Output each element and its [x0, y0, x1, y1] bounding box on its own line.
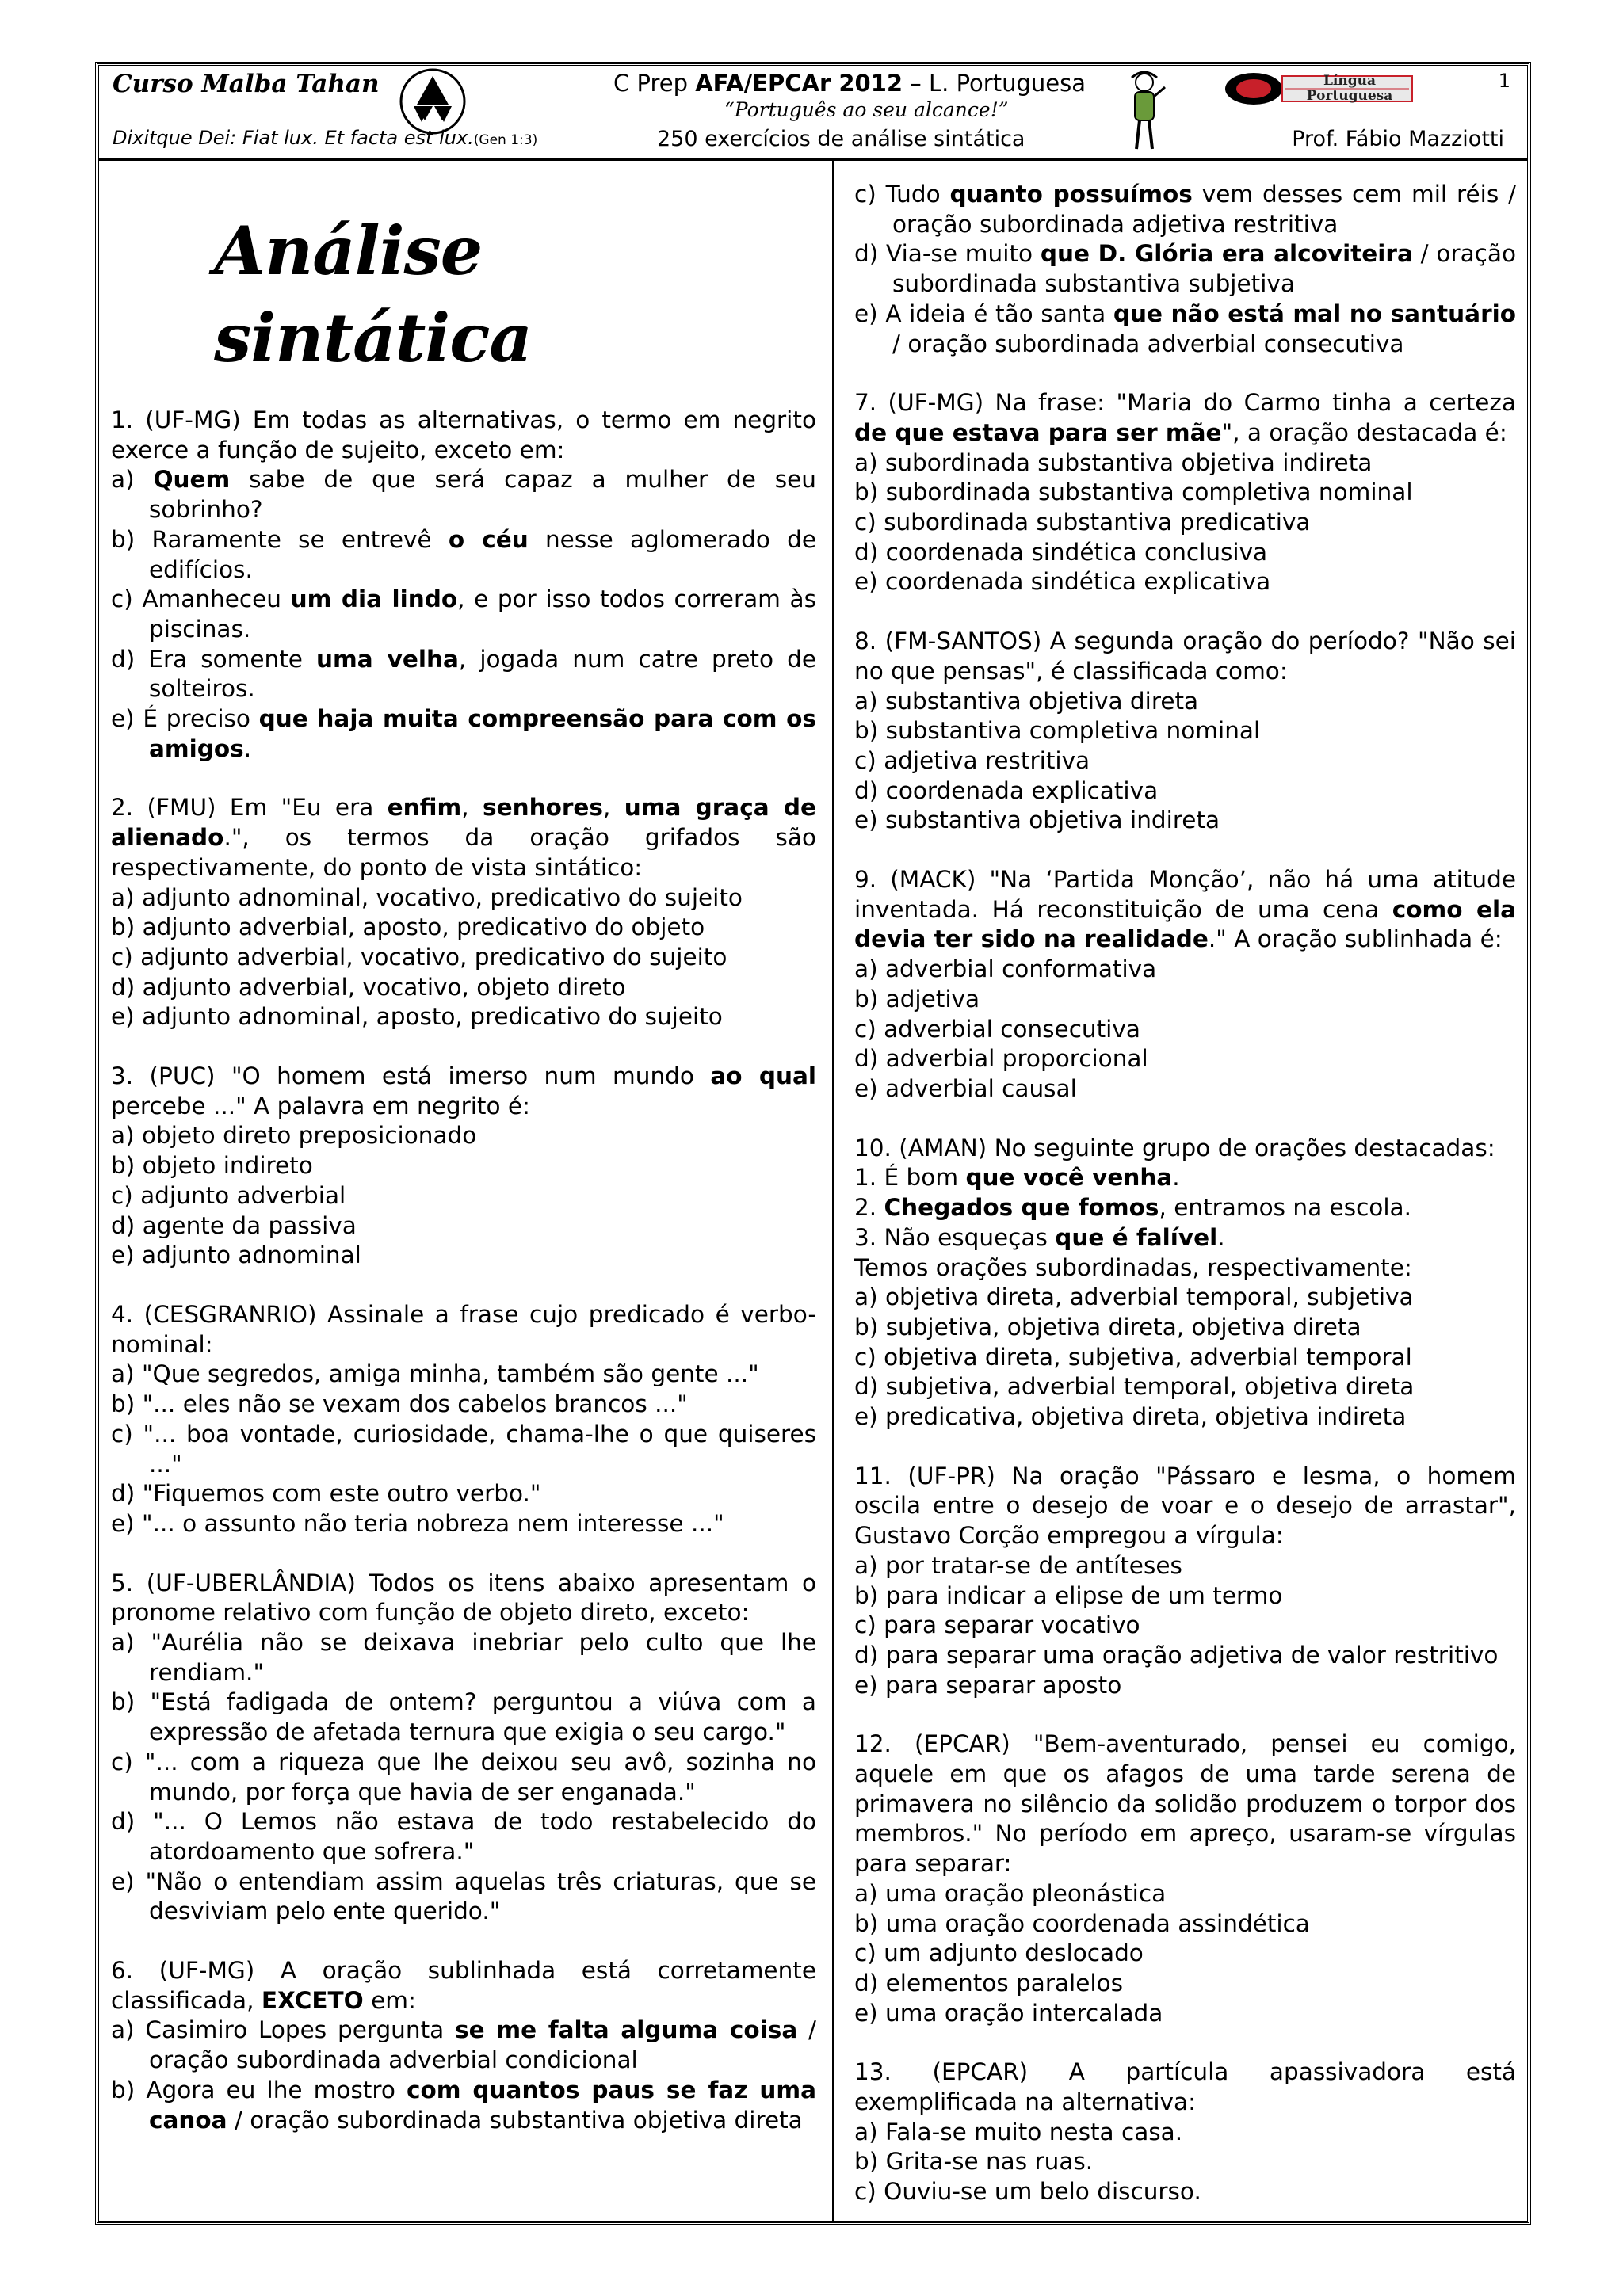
question-option: [854, 299, 1516, 359]
question-option: [111, 525, 816, 585]
course-title: [613, 70, 1086, 97]
question-option: [854, 1999, 1516, 2029]
motto-text: Dixitque Dei: Fiat lux. Et facta est lux.: [113, 127, 474, 149]
text-run: Temos orações subordinadas, respectivamente:: [854, 1253, 1412, 1281]
text-run: c) Ouviu-se um belo discurso.: [854, 2178, 1201, 2206]
question-q6: [111, 1956, 816, 2135]
question-option: [854, 180, 1516, 239]
question-option: [111, 1181, 816, 1211]
question-q1: [111, 406, 816, 764]
text-run: ,: [461, 794, 483, 822]
text-run: c) adjetiva restritiva: [854, 746, 1090, 774]
page-header: [98, 65, 1528, 161]
lingua-portuguesa-badge: [1224, 71, 1414, 106]
question-option: [854, 1193, 1516, 1223]
text-run: a) uma oração pleonástica: [854, 1879, 1167, 1907]
title-prefix: C Prep: [613, 70, 696, 97]
text-run: percebe ..." A palavra em negrito é:: [111, 1092, 530, 1119]
question-option: [111, 1479, 816, 1509]
text-run: e) adjunto adnominal: [111, 1241, 361, 1269]
text-run: b) uma oração coordenada assindética: [854, 1909, 1310, 1937]
question-option: [111, 913, 816, 943]
text-run: / oração subordinada adverbial condicional: [149, 2016, 816, 2074]
question-q10: [854, 1134, 1516, 1432]
highlighted-term: senhores: [483, 794, 603, 822]
question-stem: [111, 1569, 816, 1628]
question-option: [854, 687, 1516, 717]
question-stem: [854, 1730, 1516, 1879]
question-option: [854, 508, 1516, 538]
highlighted-term: que você venha: [965, 1164, 1173, 1192]
question-option: [111, 1121, 816, 1151]
question-stem: [111, 406, 816, 465]
text-run: 1. É bom: [854, 1164, 966, 1192]
text-run: c) um adjunto deslocado: [854, 1939, 1144, 1967]
text-run: 8. (FM-SANTOS) A segunda oração do período? "Não sei no que pensas", é classificada como:: [854, 627, 1516, 685]
highlighted-term: que não está mal no santuário: [1113, 299, 1516, 327]
question-stem: [854, 1134, 1516, 1164]
text-run: em:: [363, 1986, 416, 2014]
text-run: .: [1217, 1223, 1225, 1251]
question-option: [111, 1628, 816, 1688]
text-run: e) uma oração intercalada: [854, 1999, 1163, 2027]
question-option: [111, 1807, 816, 1867]
text-run: b) Grita-se nas ruas.: [854, 2148, 1094, 2176]
badge-text: Língua Portuguesa: [1306, 73, 1393, 104]
question-option: [854, 776, 1516, 807]
highlighted-term: enfim: [387, 794, 462, 822]
page-title: Análise sintática: [214, 212, 532, 377]
text-run: e) A ideia é tão santa: [854, 299, 1113, 327]
question-stem: [854, 627, 1516, 686]
highlighted-term: uma graça de alienado: [111, 794, 816, 852]
text-run: 12. (EPCAR) "Bem-aventurado, pensei eu comigo, aquele em que os afagos de uma tarde serena de primavera no silêncio da solidão produzem o torpor dos membros." No período em apreço, usaram-se vírgulas para separar:: [854, 1730, 1516, 1878]
right-questions: [854, 180, 1516, 2207]
text-run: 1. (UF-MG) Em todas as alternativas, o termo em negrito exerce a função de sujeito, exceto em:: [111, 406, 816, 463]
text-run: 6. (UF-MG) A oração sublinhada está corretamente classificada,: [111, 1957, 816, 2014]
question-option: [854, 1044, 1516, 1074]
text-run: a) "Que segredos, amiga minha, também são gente ...": [111, 1360, 759, 1388]
text-run: a) subordinada substantiva objetiva indireta: [854, 448, 1373, 476]
text-run: d) coordenada sindética conclusiva: [854, 538, 1268, 566]
question-q8: [854, 627, 1516, 836]
text-run: / oração subordinada adverbial consecutiva: [892, 330, 1404, 357]
text-run: 5. (UF-UBERLÂNDIA) Todos os itens abaixo apresentam o pronome relativo com função de objeto direto, exceto:: [111, 1569, 816, 1627]
text-run: a) adjunto adnominal, vocativo, predicativo do sujeito: [111, 883, 743, 911]
question-option: [854, 1611, 1516, 1641]
question-option: [854, 806, 1516, 836]
text-run: d) adverbial proporcional: [854, 1045, 1148, 1073]
motto: [113, 127, 537, 149]
triforce-logo-icon: [398, 67, 468, 136]
question-option: [111, 1509, 816, 1539]
text-run: 10. (AMAN) No seguinte grupo de orações destacadas:: [854, 1134, 1495, 1161]
text-run: d) para separar uma oração adjetiva de valor restritivo: [854, 1641, 1499, 1669]
text-run: b) subordinada substantiva completiva nominal: [854, 479, 1413, 506]
text-run: c) objetiva direta, subjetiva, adverbial temporal: [854, 1343, 1412, 1371]
highlighted-term: se me falta alguma coisa: [455, 2016, 798, 2044]
text-run: b) subjetiva, objetiva direta, objetiva direta: [854, 1313, 1361, 1341]
text-run: ", a oração destacada é:: [1221, 418, 1507, 446]
right-column: [854, 180, 1516, 2237]
course-name: Curso Malba Tahan: [113, 70, 380, 98]
text-run: 4. (CESGRANRIO) Assinale a frase cujo predicado é verbo-nominal:: [111, 1300, 816, 1358]
question-option: [854, 2147, 1516, 2177]
highlighted-term: ao qual: [710, 1062, 816, 1090]
highlighted-term: EXCETO: [261, 1986, 364, 2014]
text-run: .: [1172, 1164, 1180, 1192]
question-option: [854, 1163, 1516, 1193]
question-option: [854, 1015, 1516, 1045]
text-run: a) adverbial conformativa: [854, 955, 1157, 983]
question-stem: [111, 1062, 816, 1121]
text-run: 3. (PUC) "O homem está imerso num mundo: [111, 1062, 711, 1090]
question-option: [111, 1867, 816, 1927]
text-run: e) substantiva objetiva indireta: [854, 807, 1220, 834]
highlighted-term: um dia lindo: [290, 585, 458, 613]
question-option: [111, 1360, 816, 1390]
question-stem: [854, 388, 1516, 448]
question-option: [854, 1313, 1516, 1343]
question-stem: [111, 1956, 816, 2016]
question-option: [854, 1074, 1516, 1104]
motto-reference: (Gen 1:3): [473, 132, 538, 148]
text-run: d) adjunto adverbial, vocativo, objeto direto: [111, 973, 626, 1001]
text-run: .", os termos da oração grifados são respectivamente, do ponto de vista sintático:: [111, 824, 816, 881]
text-run: d) Via-se muito: [854, 240, 1041, 268]
text-run: b) "Está fadigada de ontem? perguntou a viúva com a expressão de afetada ternura que exigia o seu cargo.": [111, 1688, 816, 1746]
question-option: [854, 746, 1516, 776]
question-option: [111, 1211, 816, 1241]
highlighted-term: Quem: [153, 466, 231, 494]
question-option: [111, 1390, 816, 1420]
text-run: e) coordenada sindética explicativa: [854, 568, 1271, 596]
question-option: [854, 1671, 1516, 1701]
text-run: a) Casimiro Lopes pergunta: [111, 2016, 456, 2044]
question-option: [854, 716, 1516, 746]
text-run: 2.: [854, 1194, 884, 1222]
text-run: e) adverbial causal: [854, 1074, 1077, 1102]
question-q9: [854, 865, 1516, 1104]
text-run: e) predicativa, objetiva direta, objetiva indireta: [854, 1403, 1407, 1431]
question-option: [854, 1551, 1516, 1581]
page-number: 1: [1498, 70, 1510, 92]
highlighted-term: com quantos paus se faz uma canoa: [149, 2076, 816, 2134]
text-run: d) agente da passiva: [111, 1211, 357, 1239]
text-run: a) objeto direto preposicionado: [111, 1122, 477, 1150]
question-option: [111, 1688, 816, 1747]
text-run: 7. (UF-MG) Na frase: "Maria do Carmo tinha a certeza: [854, 389, 1516, 417]
left-column: [111, 166, 816, 2135]
title-bold: AFA/EPCAr 2012: [695, 70, 903, 97]
text-run: , entramos na escola.: [1159, 1194, 1411, 1222]
column-separator: [832, 161, 834, 2221]
text-run: 11. (UF-PR) Na oração "Pássaro e lesma, o homem oscila entre o desejo de voar e o desejo de arrastar", Gustavo Corção empregou a vírgula:: [854, 1462, 1516, 1550]
question-stem: [854, 1462, 1516, 1551]
text-run: c) Tudo: [854, 181, 950, 208]
question-option: [854, 955, 1516, 985]
question-option: [854, 1223, 1516, 1253]
question-option: [854, 1641, 1516, 1671]
subtitle: “Português ao seu alcance!”: [724, 98, 1009, 121]
highlighted-term: Chegados que fomos: [884, 1194, 1159, 1222]
question-q4: [111, 1300, 816, 1539]
text-run: .: [243, 734, 252, 762]
question-option: [854, 2118, 1516, 2148]
left-questions: [111, 406, 816, 2135]
question-option: [111, 1420, 816, 1479]
title-suffix: – L. Portuguesa: [903, 70, 1086, 97]
text-run: a) por tratar-se de antíteses: [854, 1551, 1182, 1579]
question-option: [111, 943, 816, 973]
highlighted-term: o céu: [448, 525, 529, 553]
text-run: sabe de que será capaz a mulher de seu sobrinho?: [149, 466, 816, 524]
text-run: c) adverbial consecutiva: [854, 1015, 1140, 1043]
question-option: [854, 538, 1516, 568]
text-run: / oração subordinada substantiva subjetiva: [892, 240, 1516, 298]
question-q2: [111, 793, 816, 1032]
text-run: c) adjunto adverbial, vocativo, predicativo do sujeito: [111, 943, 727, 971]
text-run: d) elementos paralelos: [854, 1969, 1124, 1997]
text-run: e) "Não o entendiam assim aquelas três criaturas, que se desviviam pelo ente querido.": [111, 1867, 816, 1925]
text-run: c) "... boa vontade, curiosidade, chama-lhe o que quiseres ...": [111, 1420, 816, 1478]
text-run: d) Era somente: [111, 645, 317, 673]
question-q7: [854, 388, 1516, 597]
question-option: [854, 478, 1516, 508]
question-stem: [111, 793, 816, 883]
question-option: [111, 704, 816, 764]
text-run: vem desses cem mil réis / oração subordinada adjetiva restritiva: [892, 181, 1517, 238]
question-option: [854, 1253, 1516, 1283]
text-run: a): [111, 466, 154, 494]
question-option: [854, 1372, 1516, 1402]
text-run: c) adjunto adverbial: [111, 1181, 346, 1209]
cartoon-figure-icon: [1121, 70, 1168, 155]
text-run: c) subordinada substantiva predicativa: [854, 509, 1311, 536]
question-option: [854, 1969, 1516, 1999]
text-run: e) para separar aposto: [854, 1671, 1122, 1699]
question-stem: [111, 1300, 816, 1360]
text-run: c) para separar vocativo: [854, 1611, 1140, 1639]
question-option: [854, 1879, 1516, 1909]
text-run: b) objeto indireto: [111, 1152, 313, 1180]
text-run: b) substantiva completiva nominal: [854, 717, 1261, 745]
question-stem: [854, 865, 1516, 955]
question-option: [854, 239, 1516, 299]
question-q12: [854, 1730, 1516, 2028]
text-run: a) Fala-se muito nesta casa.: [854, 2118, 1183, 2145]
text-run: c) "... com a riqueza que lhe deixou seu avô, sozinha no mundo, por força que havia de ser enganada.": [111, 1748, 816, 1806]
question-option: [111, 1002, 816, 1032]
professor: Prof. Fábio Mazziotti: [1292, 127, 1504, 151]
text-run: , jogada num catre preto de solteiros.: [149, 645, 816, 703]
text-run: d) subjetiva, adverbial temporal, objetiva direta: [854, 1373, 1415, 1401]
question-option: [854, 1402, 1516, 1432]
text-run: ." A oração sublinhada é:: [1208, 925, 1503, 953]
question-option: [854, 567, 1516, 597]
question-option: [854, 1581, 1516, 1611]
question-option: [111, 1241, 816, 1271]
text-run: ,: [602, 794, 624, 822]
text-run: e) adjunto adnominal, aposto, predicativo do sujeito: [111, 1003, 723, 1031]
highlighted-term: que D. Glória era alcoviteira: [1040, 240, 1413, 268]
text-run: nesse aglomerado de edifícios.: [149, 525, 816, 583]
text-run: 9. (MACK) "Na ‘Partida Monção’, não há uma atitude inventada. Há reconstituição de uma cena: [854, 866, 1516, 923]
text-run: a) objetiva direta, adverbial temporal, subjetiva: [854, 1283, 1414, 1311]
question-option: [111, 1748, 816, 1807]
text-run: 3. Não esqueças: [854, 1223, 1056, 1251]
text-run: b) adjetiva: [854, 985, 980, 1013]
text-run: e) É preciso: [111, 705, 259, 733]
text-run: b) "... eles não se vexam dos cabelos brancos ...": [111, 1390, 688, 1418]
highlighted-term: quanto possuímos: [949, 181, 1193, 208]
highlighted-term: de que estava para ser mãe: [854, 418, 1222, 446]
question-option: [111, 883, 816, 913]
text-run: , e por isso todos correram às piscinas.: [149, 585, 816, 643]
highlighted-term: como ela devia ter sido na realidade: [854, 895, 1516, 953]
question-q11: [854, 1462, 1516, 1701]
text-run: 13. (EPCAR) A partícula apassivadora está exemplificada na alternativa:: [854, 2058, 1516, 2116]
question-q13: [854, 2058, 1516, 2207]
question-option: [111, 2076, 816, 2135]
highlighted-term: que haja muita compreensão para com os amigos: [149, 705, 816, 762]
text-run: c) Amanheceu: [111, 585, 291, 613]
question-option: [854, 1909, 1516, 1939]
question-option: [111, 973, 816, 1003]
question-option: [111, 645, 816, 704]
text-run: b) Agora eu lhe mostro: [111, 2076, 407, 2103]
highlighted-term: que é falível: [1055, 1223, 1218, 1251]
question-option: [111, 465, 816, 524]
subject: 250 exercícios de análise sintática: [657, 127, 1025, 151]
question-option: [854, 448, 1516, 479]
question-option: [111, 2016, 816, 2075]
highlighted-term: uma velha: [316, 645, 459, 673]
text-run: d) "... O Lemos não estava de todo restabelecido do atordoamento que sofrera.": [111, 1808, 816, 1865]
text-run: 2. (FMU) Em "Eu era: [111, 794, 388, 822]
text-run: a) substantiva objetiva direta: [854, 687, 1199, 715]
question-option: [854, 985, 1516, 1015]
question-option: [854, 1939, 1516, 1969]
text-run: d) "Fiquemos com este outro verbo.": [111, 1480, 541, 1508]
question-q6: [854, 180, 1516, 359]
question-option: [854, 1343, 1516, 1373]
text-run: a) "Aurélia não se deixava inebriar pelo culto que lhe rendiam.": [111, 1629, 816, 1686]
text-run: / oração subordinada substantiva objetiva direta: [227, 2106, 803, 2134]
question-q5: [111, 1569, 816, 1927]
question-option: [854, 2177, 1516, 2207]
text-run: b) para indicar a elipse de um termo: [854, 1581, 1283, 1609]
text-run: b) adjunto adverbial, aposto, predicativo do objeto: [111, 913, 705, 941]
question-stem: [854, 2058, 1516, 2117]
question-option: [854, 1283, 1516, 1313]
text-run: d) coordenada explicativa: [854, 776, 1159, 804]
text-run: e) "... o assunto não teria nobreza nem interesse ...": [111, 1509, 724, 1537]
text-run: b) Raramente se entrevê: [111, 525, 449, 553]
question-option: [111, 585, 816, 644]
question-option: [111, 1151, 816, 1181]
question-q3: [111, 1062, 816, 1271]
